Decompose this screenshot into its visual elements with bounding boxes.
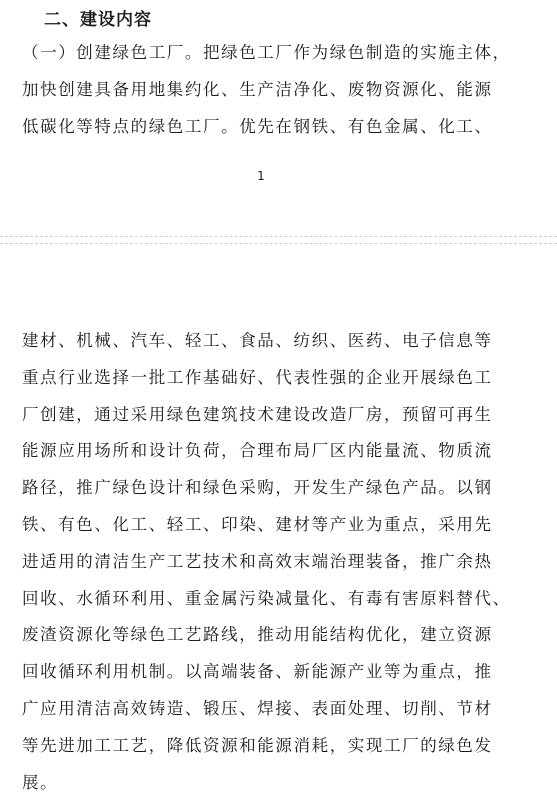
page-number: 1: [257, 169, 265, 183]
section-heading: 二、建设内容: [44, 10, 152, 30]
paragraph-green-factory-continued: 建材、机械、汽车、轻工、食品、纺织、医药、电子信息等 重点行业选择一批工作基础好、代表性强的企业开展绿色工 厂创建，通过采用绿色建筑技术建设改造厂房，预留可再生 能源应用场所和设计负荷，合理布局厂区内能量流、物质流 路径，推广绿色设计和绿色采购，开发生产绿色产品。以钢 铁、有色、化工、轻工、印染、建材等产业为重点，采用先 进适用的清洁生产工艺技术和高效末端治理装备，推广余热 回收、水循环利用、重金属污染减量化、有毒有害原料替代、 废渣资源化等绿色工艺路线，推动用能结构优化，建立资源 回收循环利用机制。以高端装备、新能源产业等为重点，推 广应用清洁高效铸造、锻压、焊接、表面处理、切削、节材 等先进加工工艺，降低资源和能源消耗，实现工厂的绿色发 展。: [22, 331, 511, 792]
document-page-1: [0, 0, 557, 236]
paragraph-green-factory-intro: （一）创建绿色工厂。把绿色工厂作为绿色制造的实施主体， 加快创建具备用地集约化、生产洁净化、废物资源化、能源 低碳化等特点的绿色工厂。优先在钢铁、有色金属、化工、: [22, 43, 511, 136]
page-break-separator: [0, 236, 557, 244]
